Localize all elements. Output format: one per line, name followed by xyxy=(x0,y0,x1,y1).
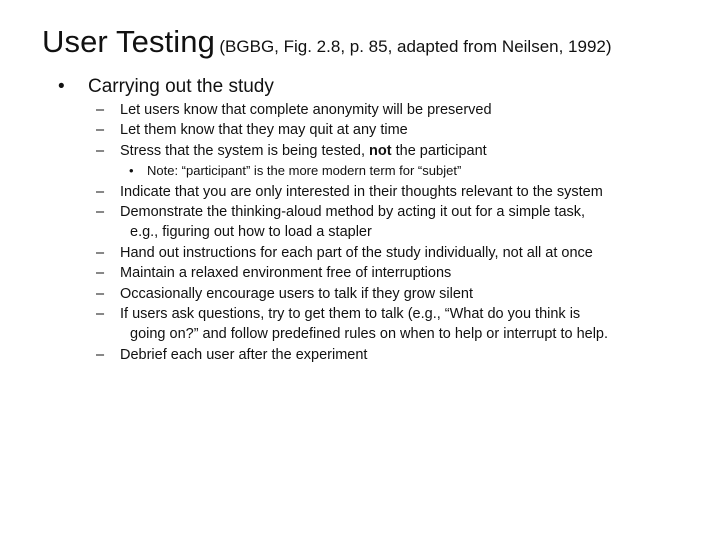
title-main: User Testing xyxy=(42,24,215,59)
dash-icon: – xyxy=(96,142,105,159)
dash-icon: – xyxy=(96,306,105,323)
list-item xyxy=(96,120,696,140)
title-source: (BGBG, Fig. 2.8, p. 85, adapted from Neilsen, 1992) xyxy=(219,37,612,56)
dash-icon: – xyxy=(96,244,105,261)
list-item-text-post: the participant xyxy=(395,142,487,159)
list-item-text: Hand out instructions for each part of the study individually, not all at once xyxy=(120,244,593,261)
emphasis-text: not xyxy=(369,142,392,159)
dash-icon: – xyxy=(96,265,105,282)
list-item xyxy=(96,304,696,345)
bullet-icon: • xyxy=(58,76,65,97)
list-item-continuation: going on?” and follow predefined rules on when to help or interrupt to help. xyxy=(130,326,609,343)
list-item-line: Demonstrate the thinking-aloud method by acting it out for a simple task, xyxy=(120,204,586,221)
list-item xyxy=(96,243,696,263)
list-item-line: If users ask questions, try to get them to talk (e.g., “What do you think is xyxy=(120,306,581,323)
list-item-text: Indicate that you are only interested in their thoughts relevant to the system xyxy=(120,183,603,200)
list-item xyxy=(96,263,696,283)
bullet-icon: • xyxy=(129,163,134,179)
dash-icon: – xyxy=(96,204,105,221)
dash-icon: – xyxy=(96,122,105,139)
dash-icon: – xyxy=(96,183,105,200)
sub-list xyxy=(96,100,696,365)
dash-icon: – xyxy=(96,346,105,363)
list-item-text: Occasionally encourage users to talk if they grow silent xyxy=(120,285,474,302)
list-item-text-pre: Stress that the system is being tested, xyxy=(120,142,366,159)
main-bullet xyxy=(58,76,274,98)
list-item xyxy=(96,100,696,120)
list-item-text: Maintain a relaxed environment free of interruptions xyxy=(120,265,452,282)
list-item-continuation: e.g., figuring out how to load a stapler xyxy=(130,224,372,241)
list-item xyxy=(96,182,696,202)
list-item-text: Let them know that they may quit at any time xyxy=(120,122,408,139)
dash-icon: – xyxy=(96,285,105,302)
list-item xyxy=(96,284,696,304)
sub-sub-item xyxy=(96,161,696,181)
list-item xyxy=(96,202,696,243)
list-item xyxy=(96,345,696,365)
list-item-text: Let users know that complete anonymity will be preserved xyxy=(120,102,492,118)
dash-icon: – xyxy=(96,102,105,118)
list-item-text: Debrief each user after the experiment xyxy=(120,346,368,363)
list-item-text xyxy=(120,141,696,161)
slide-title xyxy=(42,24,612,60)
list-item-text xyxy=(120,202,696,243)
list-item-text xyxy=(120,304,696,345)
note-text: Note: “participant” is the more modern term for “subjet” xyxy=(147,163,462,179)
main-bullet-text: Carrying out the study xyxy=(88,76,274,97)
list-item xyxy=(96,141,696,161)
